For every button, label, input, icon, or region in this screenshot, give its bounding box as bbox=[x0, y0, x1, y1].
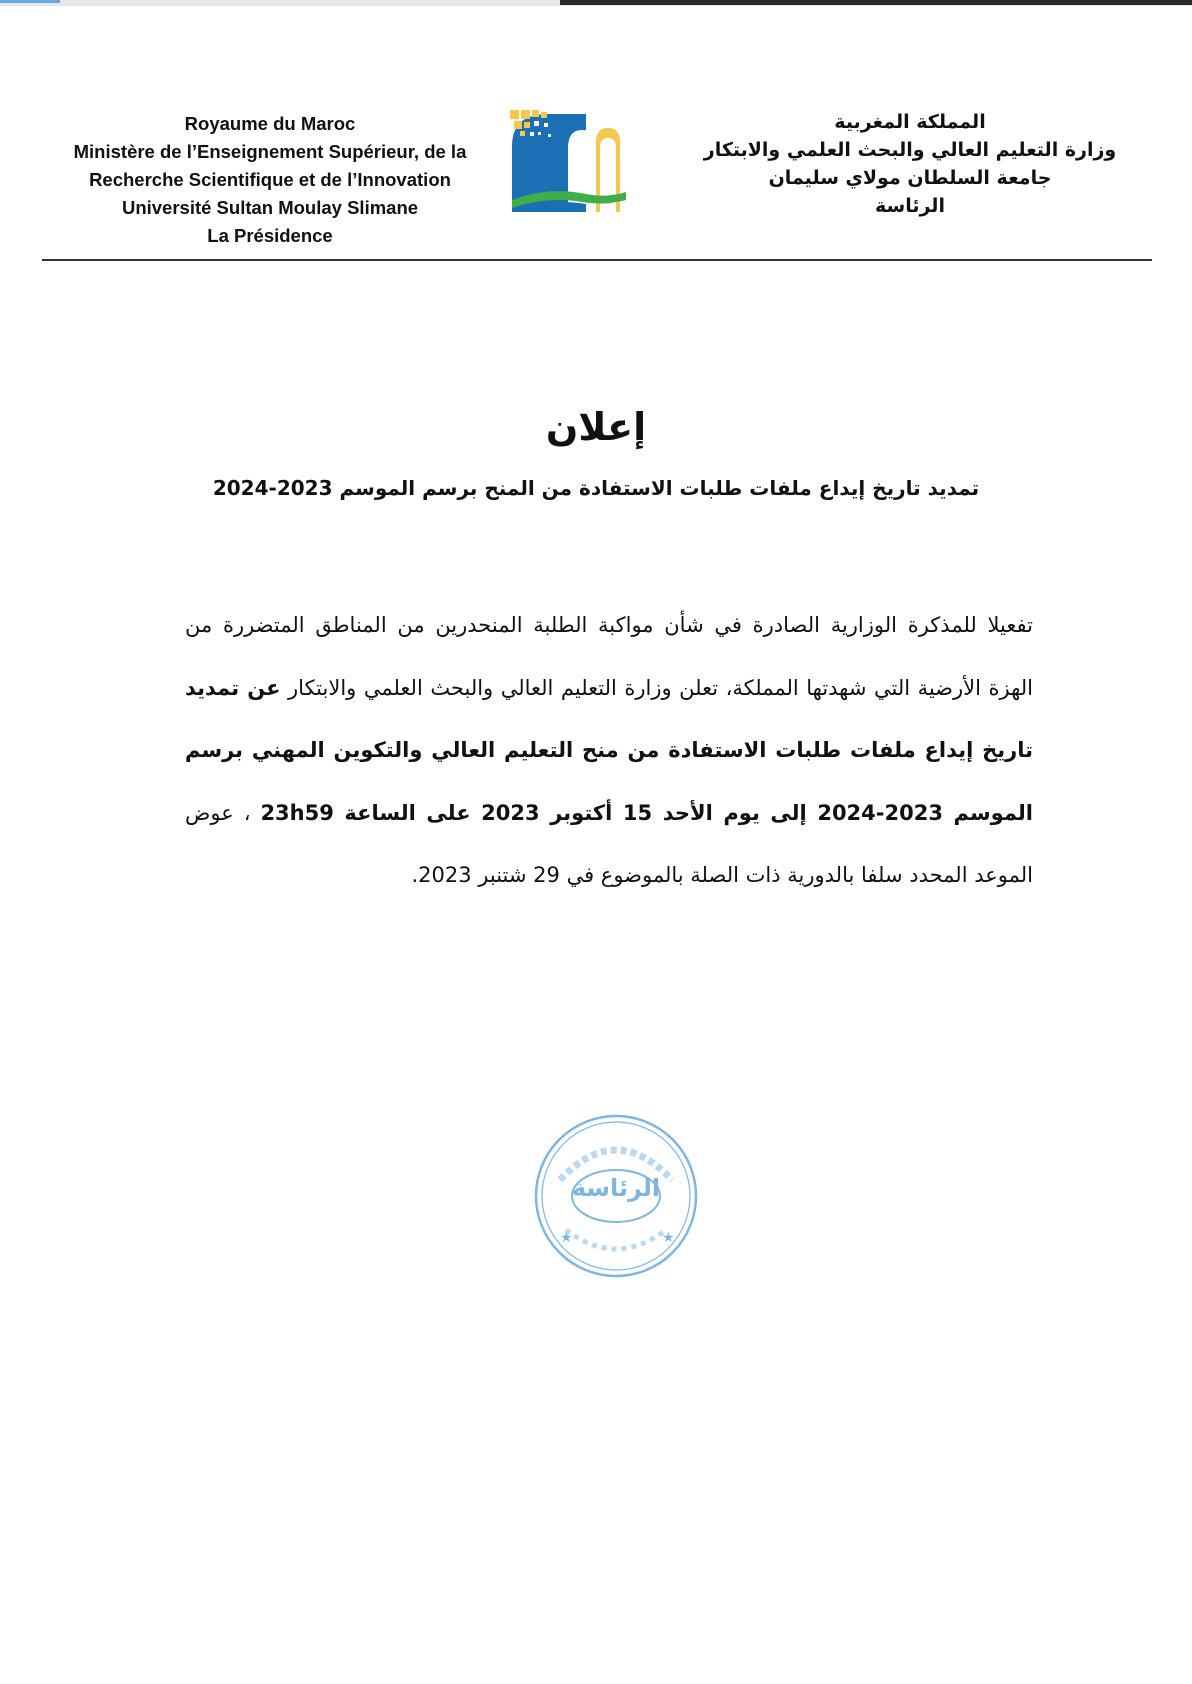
university-logo bbox=[508, 108, 628, 218]
announcement-body bbox=[185, 594, 1033, 907]
header-divider bbox=[42, 259, 1152, 261]
header-fr-line-1: Royaume du Maroc bbox=[184, 113, 356, 134]
body-part-3: ، عوض الموعد المحدد سلفا بالدورية ذات الصلة بالموضوع في 29 شتنبر 2023. bbox=[185, 800, 1033, 887]
official-stamp bbox=[530, 1110, 702, 1282]
body-part-1: تفعيلا للمذكرة الوزارية الصادرة في شأن مواكبة الطلبة المنحدرين من المناطق المتضررة من الهزة الأرضية التي شهدتها المملكة، تعلن وزارة التعليم العالي والبحث العلمي والابتكار bbox=[185, 613, 1033, 700]
announcement-title: إعلان bbox=[545, 405, 647, 449]
scan-edge bbox=[0, 0, 1192, 6]
header-fr-line-4: Université Sultan Moulay Slimane bbox=[121, 197, 419, 218]
scan-edge-blue bbox=[0, 0, 60, 3]
header-ar-line-2: وزارة التعليم العالي والبحث العلمي والابتكار bbox=[703, 139, 1117, 161]
svg-text:★: ★ bbox=[662, 1230, 675, 1246]
header-arabic bbox=[700, 108, 1120, 220]
header-french bbox=[40, 110, 500, 250]
header-fr-line-2: Ministère de l’Enseignement Supérieur, de la bbox=[73, 141, 467, 162]
header-ar-line-4: الرئاسة bbox=[875, 195, 945, 217]
header-ar-line-1: المملكة المغربية bbox=[834, 111, 986, 133]
header-ar-line-3: جامعة السلطان مولاي سليمان bbox=[768, 167, 1052, 189]
announcement-subtitle: تمديد تاريخ إيداع ملفات طلبات الاستفادة من المنح برسم الموسم 2023-2024 bbox=[212, 476, 980, 500]
header-fr-line-5: La Présidence bbox=[207, 225, 333, 246]
svg-text:★: ★ bbox=[560, 1230, 573, 1246]
body-part-2-bold: عن تمديد تاريخ إيداع ملفات طلبات الاستفادة من منح التعليم العالي والتكوين المهني برسم الموسم 2023-2024 إلى يوم الأحد 15 أكتوبر 2023 على الساعة 23h59 bbox=[185, 675, 1033, 825]
stamp-center-text: الرئاسة bbox=[571, 1174, 661, 1202]
header-fr-line-3: Recherche Scientifique et de l’Innovation bbox=[89, 169, 451, 190]
scan-edge-dark bbox=[560, 0, 1192, 5]
